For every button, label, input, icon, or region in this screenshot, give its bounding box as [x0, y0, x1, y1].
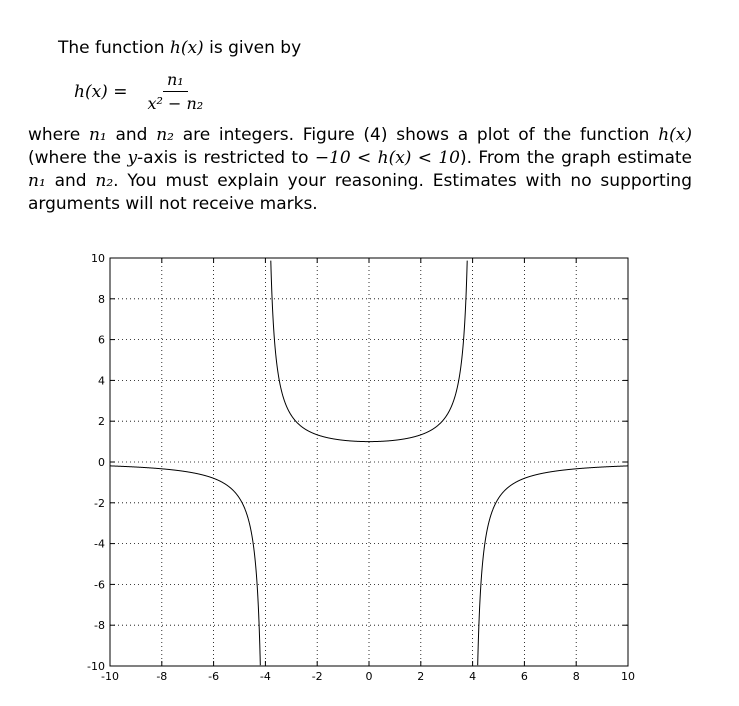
formula-numerator: n₁: [163, 70, 188, 92]
formula-fraction: [147, 70, 203, 113]
intro-line: [58, 38, 301, 58]
x-tick-label: 10: [621, 670, 635, 683]
x-tick-label: 4: [469, 670, 477, 683]
curve-branch-1: [110, 466, 260, 665]
para-text-4: (where the: [28, 148, 128, 168]
y-tick-label: -6: [94, 578, 105, 592]
x-tick-label: -2: [311, 670, 323, 683]
curve-branch-3: [478, 466, 628, 665]
y-tick-label: 8: [98, 292, 105, 306]
y-tick-label: 6: [98, 333, 105, 347]
x-tick-label: -4: [259, 670, 271, 683]
para-math-n1: n₁: [88, 125, 107, 145]
para-text-8: . You must explain your reasoning. Estimates with no supporting arguments will not receive marks.: [28, 171, 692, 214]
formula: [74, 70, 203, 113]
y-tick-label: 0: [98, 456, 105, 469]
x-tick-label: 0: [365, 670, 373, 683]
para-math-range: −10 < h(x) < 10: [314, 148, 460, 168]
formula-denominator: x² − n₂: [147, 94, 204, 113]
x-tick-label: -8: [156, 670, 168, 683]
para-math-y: y: [127, 148, 138, 168]
x-tick-label: -6: [208, 670, 220, 683]
para-text-1: where: [28, 125, 89, 145]
y-tick-label: -8: [94, 619, 105, 633]
y-tick-label: -2: [94, 496, 105, 510]
x-tick-label: 2: [417, 670, 425, 683]
para-text-7: and: [45, 171, 96, 191]
para-text-3: are integers. Figure (4) shows a plot of the function: [173, 125, 659, 145]
para-text-2: and: [106, 125, 157, 145]
para-math-n2: n₂: [156, 125, 174, 145]
intro-prefix: The function: [58, 38, 170, 58]
para-text-6: ). From the graph estimate: [460, 148, 692, 168]
x-tick-label: -10: [101, 670, 119, 683]
function-plot: [80, 245, 640, 685]
question-paragraph: [28, 124, 692, 216]
intro-suffix: is given by: [203, 38, 302, 58]
y-tick-label: 2: [98, 415, 105, 429]
intro-function: h(x): [169, 38, 204, 58]
para-text-5: -axis is restricted to: [137, 148, 315, 168]
y-tick-label: 4: [98, 374, 105, 388]
x-tick-label: 8: [572, 670, 580, 683]
y-tick-label: 10: [91, 252, 105, 265]
para-math-n2b: n₂: [95, 171, 114, 191]
para-math-hx: h(x): [658, 125, 692, 145]
y-tick-label: -4: [94, 537, 105, 551]
para-math-n1b: n₁: [28, 171, 46, 191]
figure-4: [80, 245, 640, 689]
x-tick-label: 6: [520, 670, 528, 683]
y-tick-label: -10: [87, 660, 105, 673]
formula-lhs: h(x) =: [74, 81, 128, 102]
